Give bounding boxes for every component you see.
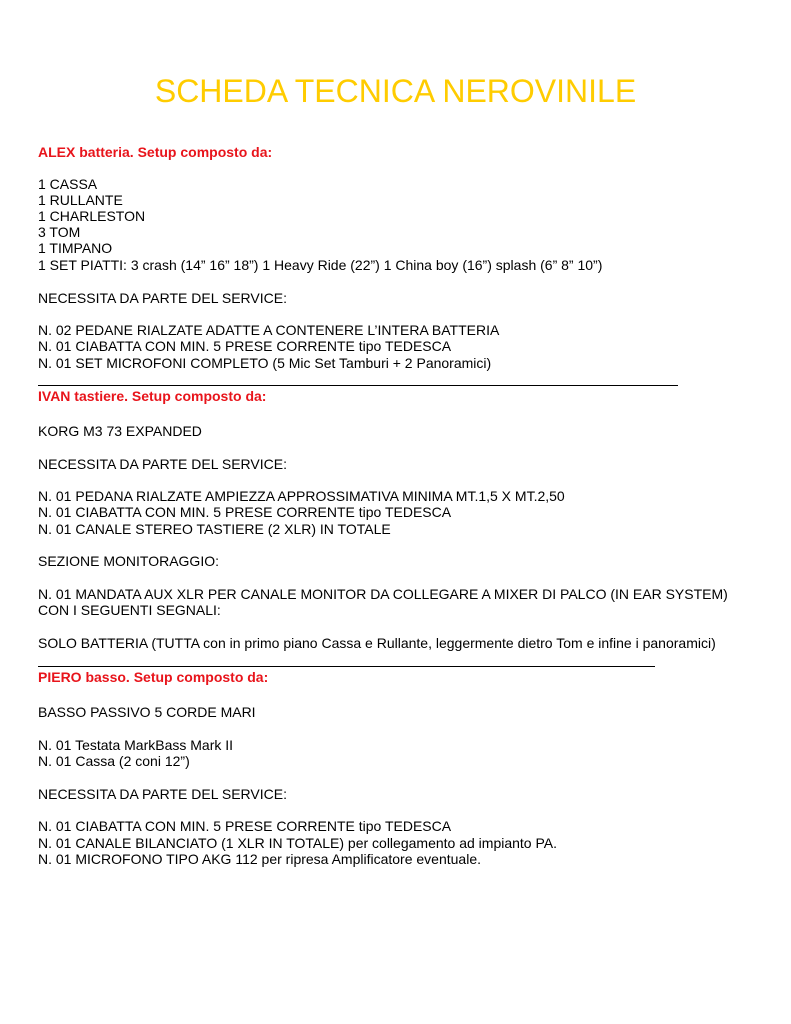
- section-heading-piero: PIERO basso. Setup composto da:: [38, 669, 269, 685]
- service-item: N. 01 CIABATTA CON MIN. 5 PRESE CORRENTE tipo TEDESCA: [38, 818, 452, 834]
- setup-item: KORG M3 73 EXPANDED: [38, 423, 202, 439]
- section-heading-ivan: IVAN tastiere. Setup composto da:: [38, 388, 267, 404]
- monitor-label: SEZIONE MONITORAGGIO:: [38, 553, 219, 569]
- service-label: NECESSITA DA PARTE DEL SERVICE:: [38, 456, 287, 472]
- setup-item: BASSO PASSIVO 5 CORDE MARI: [38, 704, 256, 720]
- service-item: N. 01 CIABATTA CON MIN. 5 PRESE CORRENTE tipo TEDESCA: [38, 338, 452, 354]
- service-item: N. 01 SET MICROFONI COMPLETO (5 Mic Set Tamburi + 2 Panoramici): [38, 355, 492, 371]
- service-item: N. 01 CANALE STEREO TASTIERE (2 XLR) IN TOTALE: [38, 521, 391, 537]
- service-item: N. 01 PEDANA RIALZATE AMPIEZZA APPROSSIMATIVA MINIMA MT.1,5 X MT.2,50: [38, 488, 565, 504]
- setup-item: 1 CASSA: [38, 176, 98, 192]
- service-item: N. 01 MICROFONO TIPO AKG 112 per ripresa Amplificatore eventuale.: [38, 851, 481, 867]
- setup-item: 1 TIMPANO: [38, 240, 113, 256]
- gear-item: N. 01 Cassa (2 coni 12”): [38, 753, 190, 769]
- section-heading-alex: ALEX batteria. Setup composto da:: [38, 144, 273, 160]
- section-divider: [38, 666, 655, 667]
- service-label: NECESSITA DA PARTE DEL SERVICE:: [38, 786, 287, 802]
- setup-item: 1 RULLANTE: [38, 192, 123, 208]
- gear-item: N. 01 Testata MarkBass Mark II: [38, 737, 234, 753]
- setup-item: 1 CHARLESTON: [38, 208, 146, 224]
- setup-item: 3 TOM: [38, 224, 81, 240]
- service-item: N. 02 PEDANE RIALZATE ADATTE A CONTENERE L’INTERA BATTERIA: [38, 322, 500, 338]
- service-item: N. 01 CIABATTA CON MIN. 5 PRESE CORRENTE tipo TEDESCA: [38, 504, 452, 520]
- service-label: NECESSITA DA PARTE DEL SERVICE:: [38, 290, 287, 306]
- document-title: SCHEDA TECNICA NEROVINILE: [154, 73, 637, 109]
- service-item: N. 01 CANALE BILANCIATO (1 XLR IN TOTALE) per collegamento ad impianto PA.: [38, 835, 557, 851]
- monitor-item: CON I SEGUENTI SEGNALI:: [38, 602, 221, 618]
- section-divider: [38, 385, 678, 386]
- monitor-item: N. 01 MANDATA AUX XLR PER CANALE MONITOR DA COLLEGARE A MIXER DI PALCO (IN EAR SYSTEM): [38, 586, 728, 602]
- monitor-mix: SOLO BATTERIA (TUTTA con in primo piano Cassa e Rullante, leggermente dietro Tom e infine i panoramici): [38, 635, 716, 651]
- setup-item: 1 SET PIATTI: 3 crash (14” 16” 18”) 1 Heavy Ride (22”) 1 China boy (16”) splash (6” 8” 10”): [38, 257, 603, 273]
